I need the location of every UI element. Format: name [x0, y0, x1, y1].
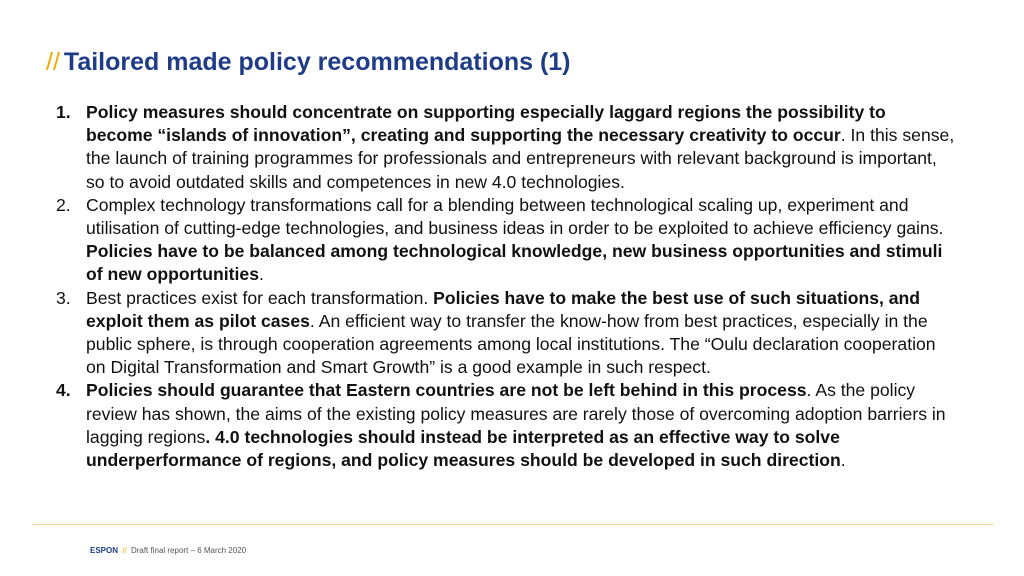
- item-text: . As the policy review has shown, the aims of the existing policy measures are rarely those of overcoming adoption barriers in lagging regions: [86, 380, 946, 447]
- footer: [90, 546, 246, 555]
- recommendations-list: [56, 101, 956, 472]
- item-text: .: [840, 450, 846, 471]
- item-number: 4.: [56, 380, 71, 401]
- list-item: [56, 287, 956, 380]
- item-bold-text: Policies have to be balanced among technological knowledge, new business opportunities and stimuli of new opportunities: [86, 241, 943, 285]
- item-text: .: [259, 264, 264, 285]
- list-item: [56, 379, 956, 472]
- item-number: 1.: [56, 102, 71, 122]
- item-bold-text: Policies have to make the best use of such situations, and exploit them as pilot cases: [86, 287, 921, 331]
- page-title: [46, 48, 571, 77]
- title-slashes: //: [46, 48, 60, 76]
- title-text: Tailored made policy recommendations (1): [63, 48, 571, 76]
- list-item: [56, 101, 956, 194]
- item-text: Best practices exist for each transformation.: [86, 287, 434, 308]
- footer-text: Draft final report – 6 March 2020: [130, 546, 247, 555]
- item-number: 2.: [56, 194, 71, 215]
- footer-divider: [32, 524, 994, 525]
- item-number: 3.: [56, 287, 71, 308]
- item-text: . An efficient way to transfer the know-how from best practices, especially in the public sphere, is through cooperation agreements among local institutions. The “Oulu declaration cooperation on Digital Transformation and Smart Growth” is a good example in such respect.: [86, 310, 936, 378]
- footer-brand: ESPON: [90, 546, 119, 555]
- list-item: [56, 194, 956, 287]
- item-text: . In this sense, the launch of training programmes for professionals and entrepreneurs with relevant background is important, so to avoid outdated skills and competences in new 4.0 technologies.: [86, 125, 955, 192]
- item-bold-text: Policy measures should concentrate on supporting especially laggard regions the possibility to become “islands of innovation”, creating and supporting the necessary creativity to occur: [86, 102, 886, 146]
- item-text: Complex technology transformations call for a blending between technological scaling up, experiment and utilisation of cutting-edge technologies, and business ideas in order to be exploited to achieve efficiency gains.: [86, 194, 944, 239]
- footer-separator: //: [122, 546, 127, 555]
- item-bold-text: Policies should guarantee that Eastern countries are not be left behind in this process: [86, 380, 807, 401]
- item-bold-text: . 4.0 technologies should instead be interpreted as an effective way to solve underperformance of regions, and policy measures should be developed in such direction: [86, 426, 841, 471]
